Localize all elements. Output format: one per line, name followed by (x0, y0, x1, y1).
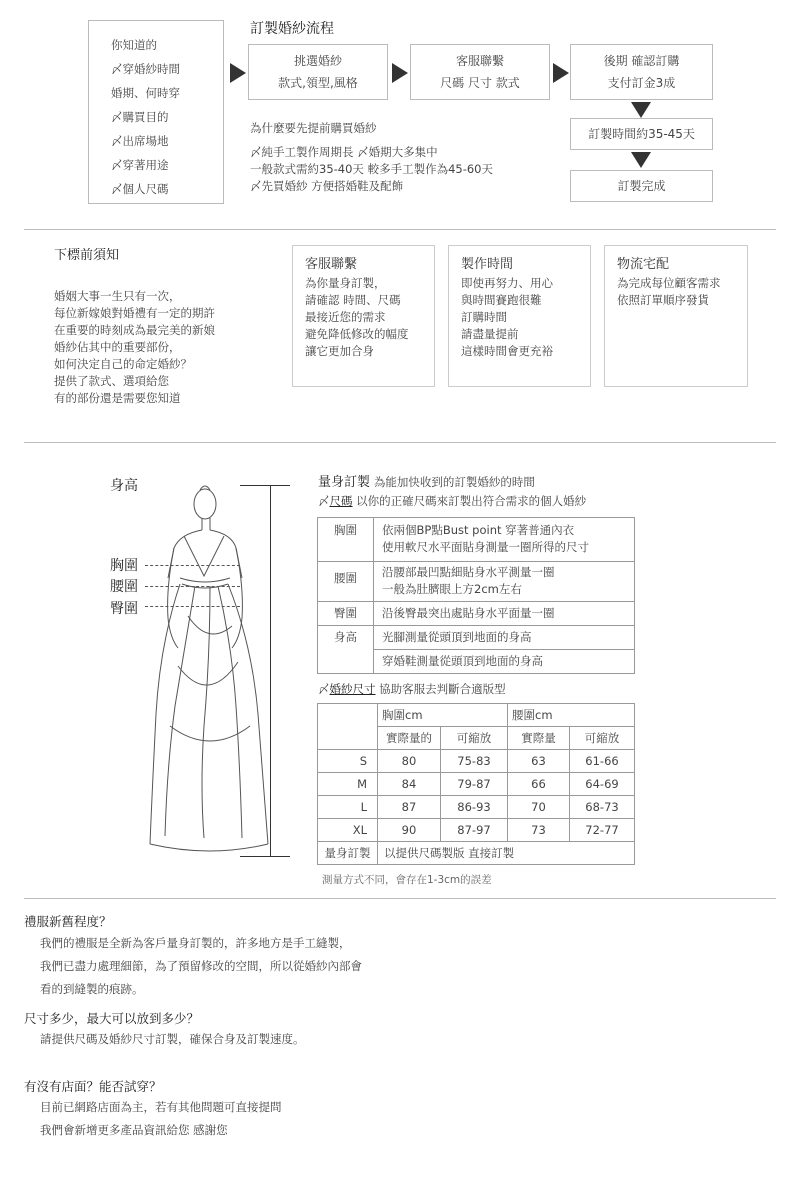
label-hip: 臀圍 (110, 601, 138, 617)
row-desc (374, 518, 635, 562)
step-line: 支付訂金3成 (607, 76, 676, 90)
step-line: 挑選婚紗 (293, 54, 342, 68)
chest-range: 79-87 (441, 773, 508, 796)
faq-answer-line: 請提供尺碼及婚紗尺寸訂製，確保合身及訂製速度。 (40, 1032, 305, 1046)
card-line: 讓它更加合身 (305, 344, 374, 358)
faq-answer-line: 我們已盡力處理細節，為了預留修改的空間，所以從婚紗內部會 (40, 959, 362, 973)
waist-value: 70 (508, 796, 570, 819)
card-line: 為你量身訂製， (305, 276, 386, 290)
why-block (250, 118, 493, 195)
custom-label: 量身訂製 (318, 842, 378, 865)
know-line: 你知道的 (111, 38, 157, 52)
waist-range: 61-66 (570, 750, 635, 773)
row-desc (374, 562, 635, 602)
size-cell: XL (318, 819, 378, 842)
waist-value: 73 (508, 819, 570, 842)
card-line: 為完成每位顧客需求 (617, 276, 721, 290)
waist-value: 66 (508, 773, 570, 796)
divider (24, 442, 776, 443)
waist-range: 68-73 (570, 796, 635, 819)
row-desc-line: 依兩個BP點Bust point 穿著普通內衣 (382, 523, 575, 537)
know-line: 〆穿著用途 (111, 158, 169, 172)
step-line: 訂製時間約35-45天 (588, 127, 695, 141)
chart-heading-label: 婚紗尺寸 (329, 682, 376, 696)
step-select-dress (248, 44, 388, 100)
header-actual: 實際量的 (378, 727, 441, 750)
row-desc (374, 650, 635, 674)
size-heading (318, 493, 586, 509)
faq-question: 禮服新舊程度？ (24, 914, 112, 929)
arrow-right-icon (230, 63, 246, 83)
table-row (318, 562, 635, 602)
table-row (318, 518, 635, 562)
card-title: 物流宅配 (617, 257, 670, 272)
faq-answer (40, 1096, 282, 1142)
header-chest-cm: 胸圍cm (378, 704, 508, 727)
height-line-vertical (270, 485, 271, 857)
measure-table (317, 517, 635, 674)
card-title: 製作時間 (461, 257, 514, 272)
dress-figure-illustration (140, 466, 300, 866)
waist-value: 63 (508, 750, 570, 773)
measure-footnote: 測量方式不同，會存在1-3cm的誤差 (322, 874, 492, 886)
notice-line: 提供了款式、選項給您 (54, 374, 169, 388)
step-contact-service (410, 44, 550, 100)
notice-text (54, 288, 215, 407)
notice-line: 有的部份還是需要您知道 (54, 391, 181, 405)
notice-line: 在重要的時刻成為最完美的新娘 (54, 323, 215, 337)
waist-range: 64-69 (570, 773, 635, 796)
card-line: 請確認 時間、尺碼 (305, 293, 401, 307)
height-line-bottom (240, 856, 290, 857)
faq-question: 有沒有店面？能否試穿？ (24, 1079, 162, 1094)
table-row (318, 750, 635, 773)
notice-line: 婚紗佔其中的重要部份， (54, 340, 181, 354)
table-row (318, 773, 635, 796)
label-chest: 胸圍 (110, 558, 138, 574)
corner-cell (318, 704, 378, 750)
card-line: 避免降低修改的幅度 (305, 327, 409, 341)
row-desc (374, 602, 635, 626)
card-customer-service (292, 245, 435, 387)
notice-line: 如何決定自己的命定婚紗？ (54, 357, 192, 371)
waist-guide (145, 586, 240, 587)
check-mark-icon: 〆 (318, 682, 330, 696)
size-heading-sub: 以你的正確尺碼來訂製出符合需求的個人婚紗 (356, 494, 587, 508)
why-line: 〆先買婚紗 方便搭婚鞋及配飾 (250, 179, 404, 193)
table-row (318, 704, 635, 727)
size-chart-table (317, 703, 635, 865)
step-production-time (570, 118, 713, 150)
card-line: 訂購時間 (461, 310, 507, 324)
card-line: 依照訂單順序發貨 (617, 293, 709, 307)
arrow-down-icon (631, 152, 651, 168)
card-production-time (448, 245, 591, 387)
chest-value: 90 (378, 819, 441, 842)
chest-value: 80 (378, 750, 441, 773)
faq-answer-line: 我們的禮服是全新為客戶量身訂製的，許多地方是手工縫製， (40, 936, 351, 950)
row-name: 臀圍 (318, 602, 374, 626)
row-desc-line: 一般為肚臍眼上方2cm左右 (382, 582, 522, 596)
row-name: 身高 (318, 626, 374, 674)
card-line: 這樣時間會更充裕 (461, 344, 553, 358)
card-line: 最接近您的需求 (305, 310, 386, 324)
know-line: 婚期、何時穿 (111, 86, 180, 100)
process-title: 訂製婚紗流程 (250, 21, 334, 37)
measure-title-sub: 為能加快收到的訂製婚紗的時間 (373, 475, 535, 489)
row-name: 腰圍 (318, 562, 374, 602)
faq-answer-line: 目前已網路店面為主，若有其他問題可直接提問 (40, 1100, 282, 1114)
notice-line: 每位新嫁娘對婚禮有一定的期許 (54, 306, 215, 320)
chest-range: 75-83 (441, 750, 508, 773)
row-name: 胸圍 (318, 518, 374, 562)
step-line: 款式,領型,風格 (278, 76, 358, 90)
notice-line: 婚姻大事一生只有一次， (54, 289, 181, 303)
arrow-down-icon (631, 102, 651, 118)
label-height: 身高 (110, 478, 138, 494)
know-line: 〆購買目的 (111, 110, 169, 124)
step-confirm-order (570, 44, 713, 100)
know-line: 〆穿婚紗時間 (111, 62, 180, 76)
size-cell: L (318, 796, 378, 819)
know-line: 〆個人尺碼 (111, 182, 169, 196)
card-line: 請盡量提前 (461, 327, 519, 341)
card-line: 即使再努力、用心 (461, 276, 553, 290)
know-box (88, 20, 224, 204)
step-complete (570, 170, 713, 202)
height-line-top (240, 485, 290, 486)
step-line: 訂製完成 (617, 179, 666, 193)
table-row (318, 819, 635, 842)
step-line: 後期 確認訂購 (603, 54, 680, 68)
arrow-right-icon (553, 63, 569, 83)
measure-title (318, 471, 535, 490)
why-title: 為什麼要先提前購買婚紗 (250, 121, 377, 135)
chart-heading-sub: 協助客服去判斷合適版型 (379, 682, 506, 696)
row-desc-line: 使用軟尺水平面貼身測量一圈所得的尺寸 (382, 540, 589, 554)
custom-text: 以提供尺碼製版 直接訂製 (378, 842, 635, 865)
step-line: 客服聯繫 (455, 54, 504, 68)
card-logistics (604, 245, 748, 387)
why-line: 一般款式需約35-40天 較多手工製作為45-60天 (250, 162, 493, 176)
label-waist: 腰圍 (110, 579, 138, 595)
size-cell: S (318, 750, 378, 773)
table-row (318, 842, 635, 865)
chart-heading (318, 681, 506, 697)
table-row (318, 626, 635, 650)
row-desc-line: 光腳測量從頭頂到地面的身高 (382, 630, 532, 644)
header-ease: 可縮放 (441, 727, 508, 750)
table-row (318, 602, 635, 626)
header-ease: 可縮放 (570, 727, 635, 750)
faq-answer-line: 看的到縫製的痕跡。 (40, 982, 144, 996)
chest-range: 86-93 (441, 796, 508, 819)
table-row (318, 796, 635, 819)
step-line: 尺碼 尺寸 款式 (440, 76, 520, 90)
row-desc-line: 穿婚鞋測量從頭頂到地面的身高 (382, 654, 543, 668)
chest-value: 84 (378, 773, 441, 796)
size-cell: M (318, 773, 378, 796)
arrow-right-icon (392, 63, 408, 83)
row-desc-line: 沿後臀最突出處貼身水平面量一圈 (382, 606, 555, 620)
row-desc-line: 沿腰部最凹點細貼身水平測量一圈 (382, 565, 555, 579)
card-line: 與時間賽跑很難 (461, 293, 542, 307)
check-mark-icon: 〆 (318, 494, 330, 508)
divider (24, 898, 776, 899)
know-line: 〆出席場地 (111, 134, 169, 148)
card-title: 客服聯繫 (305, 257, 358, 272)
row-desc (374, 626, 635, 650)
chest-guide (145, 565, 240, 566)
notice-title: 下標前須知 (54, 248, 120, 263)
measure-title-main: 量身訂製 (318, 475, 371, 490)
faq-question: 尺寸多少，最大可以放到多少？ (24, 1011, 200, 1026)
waist-range: 72-77 (570, 819, 635, 842)
faq-answer-line: 我們會新增更多產品資訊給您 感謝您 (40, 1123, 228, 1137)
faq-answer (40, 932, 362, 1001)
chest-range: 87-97 (441, 819, 508, 842)
faq-answer (40, 1028, 305, 1051)
divider (24, 229, 776, 230)
chest-value: 87 (378, 796, 441, 819)
hip-guide (145, 606, 240, 607)
header-waist-cm: 腰圍cm (508, 704, 635, 727)
size-heading-label: 尺碼 (329, 494, 353, 508)
header-actual: 實際量 (508, 727, 570, 750)
why-line: 〆純手工製作周期長 〆婚期大多集中 (250, 145, 438, 159)
